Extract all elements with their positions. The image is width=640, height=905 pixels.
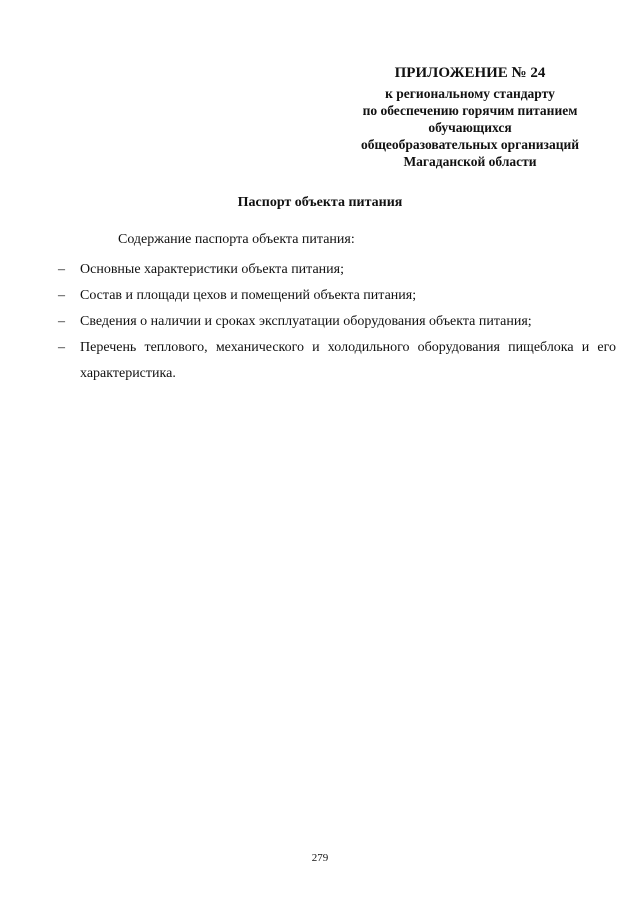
appendix-line: по обеспечению горячим питанием bbox=[362, 103, 578, 118]
dash-marker: – bbox=[58, 340, 65, 355]
appendix-line: обучающихся bbox=[428, 120, 512, 135]
appendix-header bbox=[320, 64, 620, 170]
dash-marker: – bbox=[58, 314, 65, 329]
content-intro: Содержание паспорта объекта питания: bbox=[118, 232, 355, 247]
list-item bbox=[58, 309, 616, 335]
list-item-text: Перечень теплового, механического и холодильного оборудования пищеблока и его характеристика. bbox=[80, 340, 616, 381]
content-list bbox=[58, 257, 616, 387]
appendix-title: ПРИЛОЖЕНИЕ № 24 bbox=[394, 65, 546, 81]
list-item-text: Состав и площади цехов и помещений объекта питания; bbox=[80, 288, 417, 303]
page-number: 279 bbox=[311, 852, 329, 864]
list-item bbox=[58, 335, 616, 387]
list-item bbox=[58, 257, 616, 283]
dash-marker: – bbox=[58, 288, 65, 303]
list-item-text: Сведения о наличии и сроках эксплуатации оборудования объекта питания; bbox=[80, 314, 532, 329]
dash-marker: – bbox=[58, 262, 65, 277]
appendix-line: общеобразовательных организаций bbox=[360, 137, 580, 152]
appendix-line: к региональному стандарту bbox=[385, 86, 555, 101]
list-item bbox=[58, 283, 616, 309]
list-item-text: Основные характеристики объекта питания; bbox=[80, 262, 344, 277]
document-title: Паспорт объекта питания bbox=[237, 195, 403, 210]
appendix-line: Магаданской области bbox=[403, 154, 537, 169]
